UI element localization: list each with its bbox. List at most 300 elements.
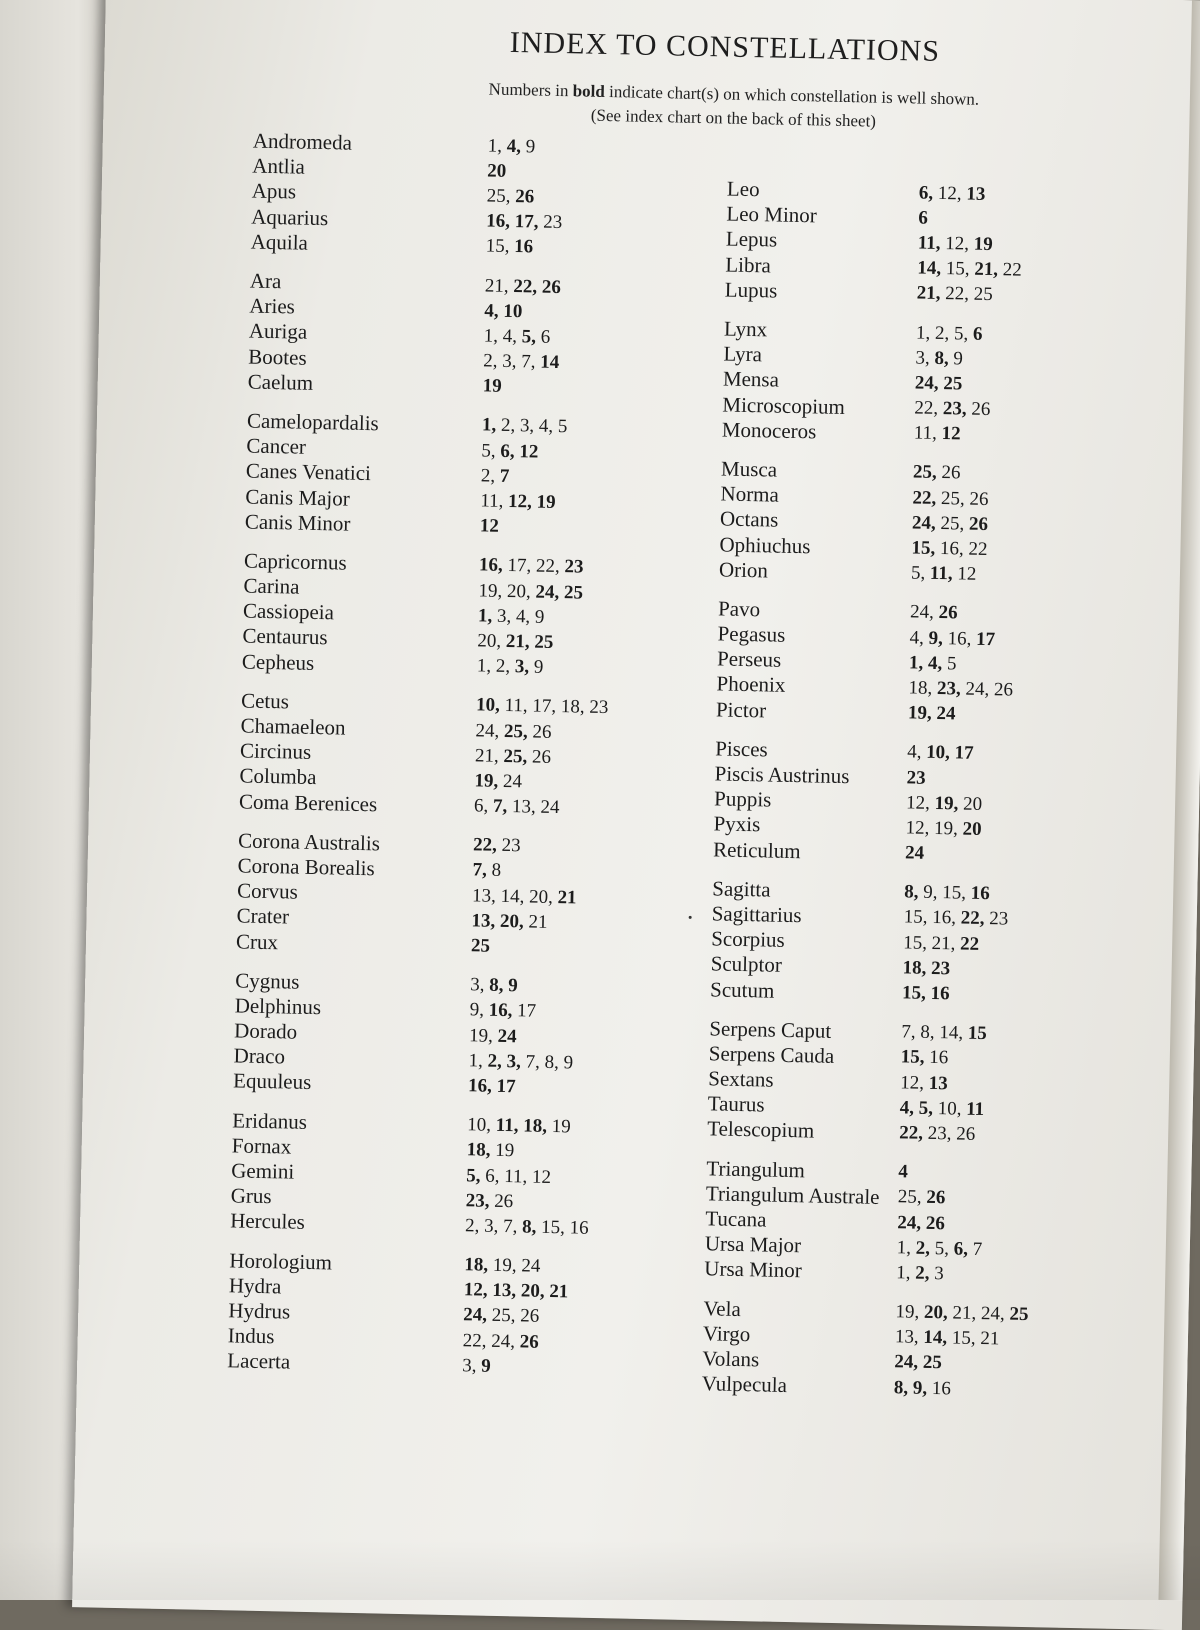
constellation-name: Hydrus (228, 1298, 463, 1328)
chart-number: 9 (563, 1052, 573, 1073)
number-separator: , (918, 652, 928, 673)
chart-number-bold: 26 (520, 1331, 539, 1352)
chart-number: 4 (907, 742, 917, 763)
chart-number: 4 (503, 326, 513, 347)
chart-numbers (894, 1377, 951, 1400)
chart-number: 1 (488, 135, 498, 156)
chart-number-bold: 13 (492, 1280, 511, 1301)
number-separator: , (548, 416, 558, 437)
number-separator: , (925, 793, 935, 814)
constellation-name: Canis Major (245, 484, 480, 514)
number-separator: , (931, 513, 941, 534)
number-separator: , (984, 679, 994, 700)
constellation-name: Corona Australis (238, 828, 473, 858)
number-separator: , (913, 1352, 923, 1373)
chart-number: 17 (532, 696, 551, 717)
chart-number-bold: 9 (481, 1355, 491, 1376)
chart-number-bold: 20 (924, 1302, 943, 1323)
number-separator: , (512, 1216, 522, 1237)
chart-number: 2 (501, 415, 511, 436)
chart-number-bold: 13 (929, 1073, 948, 1094)
number-separator: , (922, 932, 932, 953)
constellation-name: Tucana (705, 1206, 897, 1235)
constellation-name: Triangulum (706, 1156, 898, 1185)
chart-numbers (899, 1097, 984, 1121)
chart-number: 26 (956, 1123, 975, 1144)
chart-number-bold: 21 (506, 631, 525, 652)
constellation-name: Lepus (726, 227, 918, 256)
chart-number-bold: 16 (488, 1000, 507, 1021)
chart-number: 9 (535, 606, 545, 627)
chart-number-bold: 18 (523, 1116, 542, 1137)
constellation-name: Grus (230, 1184, 465, 1214)
number-separator: , (491, 415, 501, 436)
constellation-group (250, 129, 620, 263)
chart-number-bold: 16 (930, 983, 949, 1004)
constellation-name: Cassiopeia (243, 599, 478, 629)
number-separator: , (922, 1378, 932, 1399)
chart-number: 24 (521, 1256, 540, 1277)
constellation-group (725, 177, 1053, 310)
number-separator: , (506, 606, 516, 627)
chart-numbers (472, 885, 577, 909)
number-separator: , (925, 347, 935, 368)
constellation-name: Leo (727, 177, 919, 206)
number-separator: , (951, 908, 961, 929)
number-separator: , (498, 975, 508, 996)
chart-number-bold: 21 (917, 283, 936, 304)
constellation-name: Aquila (250, 229, 485, 259)
chart-number-bold: 24 (912, 512, 931, 533)
number-separator: , (964, 233, 974, 254)
constellation-name: Aquarius (251, 204, 486, 234)
number-separator: , (959, 513, 969, 534)
chart-numbers (914, 398, 990, 422)
number-separator: , (950, 933, 960, 954)
number-separator: , (483, 796, 493, 817)
constellation-name: Crux (236, 929, 471, 959)
chart-number: 15 (946, 258, 965, 279)
number-separator: , (961, 883, 971, 904)
number-separator: , (580, 697, 590, 718)
number-separator: , (965, 259, 975, 280)
number-separator: , (516, 1051, 526, 1072)
chart-number: 24 (540, 797, 559, 818)
chart-numbers (908, 703, 956, 726)
number-separator: , (911, 1022, 921, 1043)
chart-number-bold: 18 (467, 1140, 486, 1161)
constellation-name: Serpens Cauda (709, 1041, 901, 1070)
chart-number-bold: 26 (515, 186, 534, 207)
chart-number-bold: 4 (928, 653, 938, 674)
number-separator: , (531, 326, 541, 347)
number-separator: , (945, 743, 955, 764)
chart-number-bold: 14 (540, 352, 559, 373)
number-separator: , (956, 678, 966, 699)
number-separator: , (492, 835, 502, 856)
chart-numbers (481, 465, 510, 488)
chart-number: 15 (942, 882, 961, 903)
constellation-name: Pictor (716, 697, 908, 726)
constellation-name: Cetus (241, 688, 476, 718)
chart-number-bold: 12 (464, 1280, 483, 1301)
constellation-name: Scorpius (711, 926, 903, 955)
chart-number-bold: 22 (960, 933, 979, 954)
chart-numbers (916, 322, 983, 345)
chart-number-bold: 9 (928, 627, 938, 648)
constellation-name: Chamaeleon (240, 713, 475, 743)
chart-number: 14 (500, 886, 519, 907)
chart-numbers (919, 182, 986, 205)
number-separator: , (472, 1355, 482, 1376)
number-separator: , (934, 373, 944, 394)
chart-number: 26 (520, 1306, 539, 1327)
constellation-name: Circinus (240, 739, 475, 769)
chart-numbers (479, 555, 584, 579)
chart-numbers (485, 275, 561, 299)
chart-number-bold: 10 (926, 742, 945, 763)
number-separator: , (494, 300, 504, 321)
chart-number-bold: 24 (936, 703, 955, 724)
chart-number-bold: 19 (474, 770, 493, 791)
chart-numbers (486, 211, 562, 235)
chart-number-bold: 20 (487, 160, 506, 181)
chart-numbers (894, 1352, 942, 1375)
chart-number-bold: 8 (522, 1216, 532, 1237)
constellation-name: Piscis Austrinus (714, 761, 906, 790)
chart-number: 14 (939, 1022, 958, 1043)
chart-numbers (464, 1254, 540, 1278)
chart-number-bold: 12 (519, 441, 538, 462)
number-separator: , (932, 423, 942, 444)
chart-numbers (912, 512, 988, 536)
chart-number-bold: 25 (913, 462, 932, 483)
number-separator: , (496, 631, 506, 652)
chart-number: 20 (963, 793, 982, 814)
chart-numbers (465, 1190, 513, 1213)
left-column (227, 129, 621, 1396)
number-separator: , (524, 657, 534, 678)
chart-number: 21 (952, 1303, 971, 1324)
chart-number: 16 (929, 1047, 948, 1068)
number-separator: , (920, 1047, 930, 1068)
number-separator: , (1000, 1304, 1010, 1325)
constellation-name: Cancer (246, 434, 481, 464)
chart-number-bold: 10 (503, 301, 522, 322)
chart-number: 24 (910, 602, 929, 623)
chart-number-bold: 23 (465, 1190, 484, 1211)
chart-number-bold: 8 (904, 882, 914, 903)
constellation-name: Sculptor (710, 952, 902, 981)
chart-number: 20 (477, 630, 496, 651)
number-separator: , (979, 908, 989, 929)
chart-number-bold: 25 (1009, 1304, 1028, 1325)
chart-number: 24 (981, 1303, 1000, 1324)
number-separator: , (484, 1190, 494, 1211)
chart-number: 22 (968, 539, 987, 560)
chart-numbers (482, 415, 568, 439)
chart-number: 25 (974, 284, 993, 305)
constellation-name: Auriga (249, 319, 484, 349)
chart-numbers (899, 1122, 975, 1146)
number-separator: , (493, 771, 503, 792)
constellation-name: Fornax (232, 1133, 467, 1163)
chart-number-bold: 19 (934, 793, 953, 814)
chart-number: 26 (941, 463, 960, 484)
chart-number: 1 (916, 322, 926, 343)
chart-number: 22 (945, 283, 964, 304)
number-separator: , (504, 236, 514, 257)
chart-number-bold: 20 (521, 1281, 540, 1302)
chart-numbers (902, 957, 950, 980)
chart-number: 15 (903, 907, 922, 928)
number-separator: , (498, 555, 508, 576)
number-separator: , (928, 1098, 938, 1119)
chart-number: 12 (906, 792, 925, 813)
constellation-name: Bootes (248, 344, 483, 374)
number-separator: , (925, 322, 935, 343)
number-separator: , (497, 135, 507, 156)
number-separator: , (531, 352, 541, 373)
number-separator: , (933, 882, 943, 903)
chart-number: 9 (534, 657, 544, 678)
chart-number: 24 (503, 771, 522, 792)
chart-number-bold: 4 (484, 300, 494, 321)
chart-number: 8 (920, 1022, 930, 1043)
chart-number: 25 (487, 185, 506, 206)
chart-number-bold: 2 (916, 1237, 926, 1258)
chart-number: 12 (532, 1166, 551, 1187)
number-separator: , (551, 696, 561, 717)
number-separator: , (555, 556, 565, 577)
number-separator: , (922, 907, 932, 928)
chart-number: 9 (953, 348, 963, 369)
constellation-name: Lynx (724, 317, 916, 346)
number-separator: , (490, 911, 500, 932)
number-separator: , (510, 441, 520, 462)
chart-number: 1 (484, 325, 494, 346)
chart-number: 8 (491, 860, 501, 881)
number-separator: , (914, 1302, 924, 1323)
number-separator: , (486, 1140, 496, 1161)
chart-number-bold: 25 (471, 935, 490, 956)
number-separator: , (957, 183, 967, 204)
chart-number: 19 (493, 1255, 512, 1276)
constellation-name: Vulpecula (702, 1371, 894, 1400)
constellation-name: Capricornus (244, 548, 479, 578)
chart-number: 3 (462, 1355, 472, 1376)
number-separator: , (964, 284, 974, 305)
chart-number-bold: 24 (894, 1352, 913, 1373)
chart-number: 19 (478, 580, 497, 601)
chart-number-bold: 26 (938, 602, 957, 623)
chart-numbers (486, 185, 534, 208)
constellation-name: Horologium (229, 1248, 464, 1278)
constellation-name: Orion (719, 557, 911, 586)
chart-number-bold: 16 (971, 883, 990, 904)
chart-numbers (477, 630, 553, 654)
chart-number-bold: 12 (941, 423, 960, 444)
chart-number: 13 (512, 796, 531, 817)
chart-number: 9 (469, 1000, 479, 1021)
chart-number: 16 (932, 1378, 951, 1399)
chart-number-bold: 25 (503, 746, 522, 767)
number-separator: , (523, 696, 533, 717)
chart-number-bold: 1 (482, 415, 492, 436)
number-separator: , (953, 793, 963, 814)
chart-number: 21 (485, 275, 504, 296)
number-separator: , (478, 1050, 488, 1071)
chart-numbers (463, 1305, 539, 1329)
number-separator: , (919, 627, 929, 648)
number-separator: , (486, 1115, 496, 1136)
number-separator: , (526, 581, 536, 602)
number-separator: , (493, 351, 503, 372)
constellation-name: Columba (239, 764, 474, 794)
stray-mark (689, 916, 692, 919)
chart-number-bold: 6 (973, 323, 983, 344)
constellation-row (704, 1257, 1029, 1289)
number-separator: , (944, 348, 954, 369)
chart-number: 19 (495, 1140, 514, 1161)
chart-number-bold: 20 (962, 818, 981, 839)
number-separator: , (497, 580, 507, 601)
chart-number-bold: 4 (900, 1097, 910, 1118)
chart-numbers (472, 860, 501, 883)
number-separator: , (936, 233, 946, 254)
number-separator: , (921, 958, 931, 979)
chart-number: 11 (504, 1166, 523, 1187)
chart-number: 2 (481, 465, 491, 486)
chart-numbers (903, 907, 1008, 931)
chart-number-bold: 9 (508, 975, 518, 996)
chart-number-bold: 15 (901, 1047, 920, 1068)
number-separator: , (906, 1237, 916, 1258)
chart-number-bold: 11 (496, 1115, 514, 1136)
constellation-group (245, 408, 615, 542)
chart-number-bold: 19 (536, 492, 555, 513)
number-separator: , (956, 1098, 966, 1119)
constellation-name: Telescopium (707, 1117, 899, 1146)
constellation-name: Camelopardalis (247, 408, 482, 438)
chart-numbers (913, 462, 961, 485)
chart-number-bold: 16 (486, 211, 505, 232)
chart-number: 19 (934, 818, 953, 839)
chart-numbers (463, 1330, 539, 1354)
constellation-name: Cepheus (242, 649, 477, 679)
number-separator: , (932, 462, 942, 483)
chart-number-bold: 6 (919, 182, 929, 203)
constellation-name: Pyxis (713, 812, 905, 841)
chart-numbers (911, 563, 977, 586)
constellation-name: Musca (721, 456, 913, 485)
chart-number-bold: 8 (489, 975, 499, 996)
chart-numbers (485, 236, 533, 259)
chart-number: 2 (483, 351, 493, 372)
chart-number-bold: 11 (966, 1098, 984, 1119)
chart-number: 26 (969, 488, 988, 509)
number-separator: , (483, 1255, 493, 1276)
chart-number: 1 (468, 1050, 478, 1071)
number-separator: , (512, 351, 522, 372)
chart-number: 21 (980, 1328, 999, 1349)
number-separator: , (971, 1303, 981, 1324)
chart-number-bold: 17 (496, 1076, 515, 1097)
chart-number-bold: 10 (476, 695, 495, 716)
chart-number: 25 (941, 488, 960, 509)
number-separator: , (486, 656, 496, 677)
constellation-group (233, 968, 603, 1102)
number-separator: , (943, 1302, 953, 1323)
constellation-name: Canis Minor (245, 509, 480, 539)
chart-number-bold: 24 (463, 1305, 482, 1326)
chart-number-bold: 16 (479, 555, 498, 576)
number-separator: , (933, 398, 943, 419)
number-separator: , (540, 1281, 550, 1302)
chart-number-bold: 2 (915, 1263, 925, 1284)
chart-number-bold: 24 (897, 1212, 916, 1233)
chart-numbers (897, 1212, 945, 1235)
chart-number: 10 (467, 1114, 486, 1135)
number-separator: , (535, 1051, 545, 1072)
number-separator: , (993, 259, 1003, 280)
number-separator: , (504, 275, 514, 296)
constellation-name: Sextans (708, 1066, 900, 1095)
number-separator: , (482, 1330, 492, 1351)
chart-number-bold: 19 (483, 376, 502, 397)
subtitle (353, 75, 1114, 139)
constellation-name: Vela (703, 1296, 895, 1325)
number-separator: , (946, 1123, 956, 1144)
chart-numbers (471, 935, 490, 957)
chart-number-bold: 22 (899, 1122, 918, 1143)
number-separator: , (506, 186, 516, 207)
chart-numbers (915, 347, 963, 370)
constellation-name: Serpens Caput (709, 1016, 901, 1045)
number-separator: , (519, 911, 529, 932)
constellation-name: Lacerta (227, 1349, 462, 1379)
chart-numbers (467, 1114, 571, 1138)
chart-number-bold: 23 (931, 958, 950, 979)
number-separator: , (525, 631, 535, 652)
chart-numbers (901, 1022, 987, 1046)
number-separator: , (963, 323, 973, 344)
number-separator: , (523, 721, 533, 742)
chart-number: 15 (541, 1217, 560, 1238)
number-separator: , (531, 1217, 541, 1238)
chart-number: 9 (526, 136, 536, 157)
constellation-name: Monoceros (722, 417, 914, 446)
chart-number: 3 (470, 975, 480, 996)
chart-number: 3 (502, 351, 512, 372)
chart-number-bold: 20 (500, 911, 519, 932)
chart-numbers (476, 695, 609, 720)
chart-number-bold: 21 (974, 259, 993, 280)
constellation-group (704, 1156, 1032, 1289)
constellation-name: Sagittarius (711, 901, 903, 930)
constellation-name: Microscopium (722, 392, 914, 421)
chart-numbers (915, 372, 963, 395)
chart-number: 1 (896, 1262, 906, 1283)
chart-number: 22 (914, 398, 933, 419)
number-separator: , (493, 326, 503, 347)
chart-number: 12 (938, 183, 957, 204)
chart-number-bold: 14 (917, 258, 936, 279)
chart-number: 16 (569, 1217, 588, 1238)
number-separator: , (487, 605, 497, 626)
chart-number-bold: 26 (969, 513, 988, 534)
chart-number: 21 (528, 911, 547, 932)
